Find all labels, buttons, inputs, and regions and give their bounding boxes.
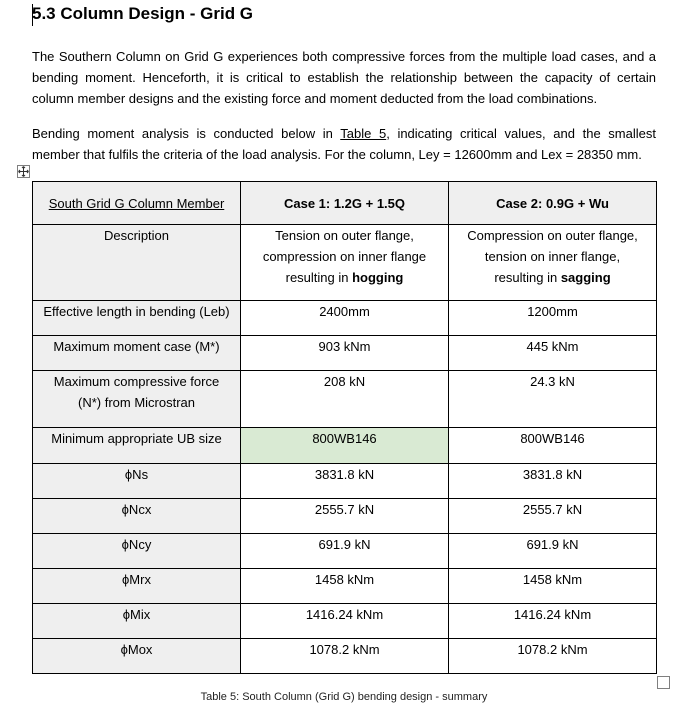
- table-row: [33, 225, 657, 301]
- table-cell[interactable]: 1458 kNm: [449, 569, 657, 604]
- table-cell[interactable]: 691.9 kN: [449, 534, 657, 569]
- table-row: [33, 639, 657, 674]
- paragraph-text: Bending moment analysis is conducted below in: [32, 126, 341, 141]
- paragraph-line: bending moment. Henceforth, it is critical to establish the relationship between the capacity of certain: [32, 70, 656, 85]
- table-cell[interactable]: 2555.7 kN: [449, 499, 657, 534]
- table-header-row: [33, 182, 657, 225]
- table-cell[interactable]: 208 kN: [241, 371, 449, 428]
- table-row: [33, 301, 657, 336]
- table-row: [33, 569, 657, 604]
- row-label[interactable]: ϕNcy: [33, 534, 241, 569]
- section-heading: 5.3 Column Design - Grid G: [32, 4, 254, 23]
- header-case1[interactable]: Case 1: 1.2G + 1.5Q: [241, 182, 449, 225]
- cell-text: Tension on outer flange,: [275, 228, 414, 243]
- row-label[interactable]: Minimum appropriate UB size: [33, 428, 241, 464]
- table-cell[interactable]: 800WB146: [449, 428, 657, 464]
- paragraph-line: column member designs and the existing force and moment deducted from the load combinations.: [32, 91, 598, 106]
- table-cell[interactable]: 24.3 kN: [449, 371, 657, 428]
- row-label[interactable]: ϕNs: [33, 464, 241, 499]
- table-row: [33, 336, 657, 371]
- table-row: [33, 534, 657, 569]
- table-cell[interactable]: 3831.8 kN: [241, 464, 449, 499]
- cell-text-bold: sagging: [560, 270, 611, 285]
- move-arrows-icon[interactable]: [17, 165, 30, 178]
- paragraph-text: , indicating critical values, and the smallest: [386, 126, 656, 141]
- table-cell[interactable]: 1416.24 kNm: [449, 604, 657, 639]
- table-cell[interactable]: 903 kNm: [241, 336, 449, 371]
- row-label[interactable]: Description: [33, 225, 241, 301]
- table-row: [33, 371, 657, 428]
- row-label[interactable]: ϕMrx: [33, 569, 241, 604]
- cell-text: Maximum compressive force: [53, 374, 220, 389]
- highlighted-cell[interactable]: 800WB146: [241, 428, 449, 464]
- cell-text: Compression on outer flange,: [467, 228, 638, 243]
- paragraph-line: The Southern Column on Grid G experiences both compressive forces from the multiple load cases, and a: [32, 49, 656, 64]
- cell-text-bold: hogging: [352, 270, 404, 285]
- table-cell[interactable]: [241, 225, 449, 301]
- resize-handle-icon[interactable]: [657, 676, 670, 689]
- row-label[interactable]: Effective length in bending (Leb): [33, 301, 241, 336]
- cell-text: (N*) from Microstran: [77, 395, 195, 410]
- header-case2[interactable]: Case 2: 0.9G + Wu: [449, 182, 657, 225]
- table-cell[interactable]: 691.9 kN: [241, 534, 449, 569]
- table-row: [33, 604, 657, 639]
- table-cell[interactable]: 2555.7 kN: [241, 499, 449, 534]
- table-cell[interactable]: [449, 225, 657, 301]
- row-label[interactable]: ϕNcx: [33, 499, 241, 534]
- table-cell[interactable]: 1078.2 kNm: [449, 639, 657, 674]
- intro-paragraph: [32, 46, 656, 109]
- table-row: [33, 428, 657, 464]
- header-member[interactable]: South Grid G Column Member: [33, 182, 241, 225]
- table-cell[interactable]: 2400mm: [241, 301, 449, 336]
- table-row: [33, 464, 657, 499]
- table-cell[interactable]: 1078.2 kNm: [241, 639, 449, 674]
- table-cell[interactable]: 3831.8 kN: [449, 464, 657, 499]
- cell-text: tension on inner flange,: [484, 249, 621, 264]
- table-cell[interactable]: 1416.24 kNm: [241, 604, 449, 639]
- row-label[interactable]: ϕMix: [33, 604, 241, 639]
- column-design-table: [32, 181, 657, 674]
- paragraph-line: member that fulfils the criteria of the load analysis. For the column, Ley = 12600mm and Lex = 28350 mm.: [32, 147, 642, 162]
- row-label[interactable]: ϕMox: [33, 639, 241, 674]
- table-row: [33, 499, 657, 534]
- row-label[interactable]: [33, 371, 241, 428]
- table-cell[interactable]: 445 kNm: [449, 336, 657, 371]
- cell-text: resulting in: [285, 270, 353, 285]
- cell-text: resulting in: [494, 270, 561, 285]
- analysis-paragraph: [32, 123, 656, 165]
- table-caption: Table 5: South Column (Grid G) bending design - summary: [200, 691, 488, 703]
- table-cell[interactable]: 1200mm: [449, 301, 657, 336]
- table-cell[interactable]: 1458 kNm: [241, 569, 449, 604]
- row-label[interactable]: Maximum moment case (M*): [33, 336, 241, 371]
- paragraph-line: [32, 123, 656, 144]
- move-arrows-icon-glyph: [18, 166, 29, 177]
- cell-text: compression on inner flange: [262, 249, 427, 264]
- table-reference-link[interactable]: Table 5: [340, 126, 387, 141]
